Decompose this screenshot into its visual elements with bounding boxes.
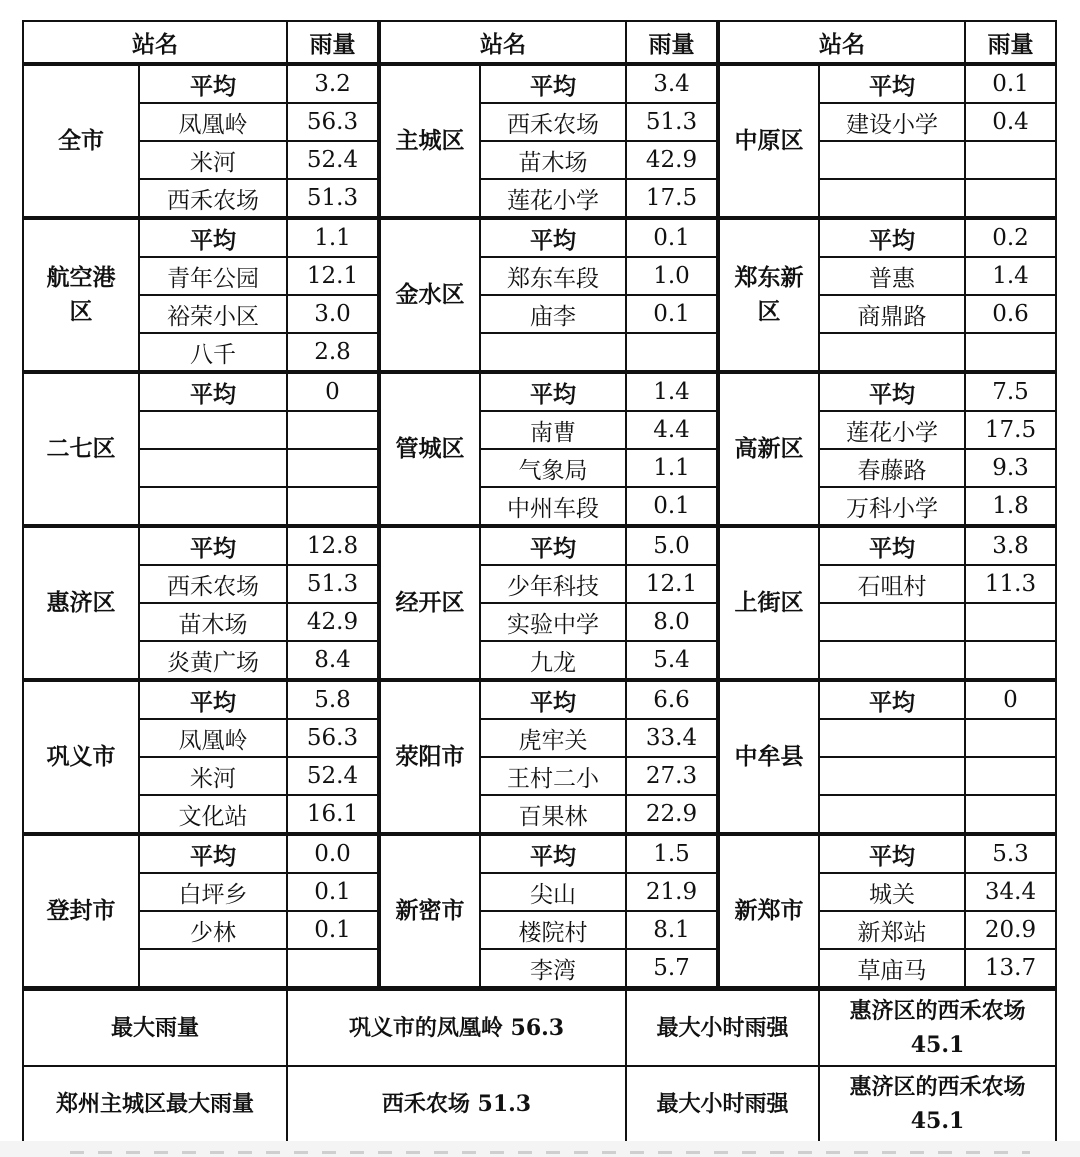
table-row — [23, 719, 1056, 757]
station-name: 苗木场 — [480, 141, 626, 179]
rainfall-value: 0.1 — [287, 911, 379, 949]
station-name: 春藤路 — [819, 449, 965, 487]
table-row — [23, 179, 1056, 218]
station-name: 楼院村 — [480, 911, 626, 949]
rainfall-value: 0.1 — [965, 64, 1056, 103]
summary-value: 西禾农场 51.3 — [287, 1066, 626, 1142]
rainfall-value — [287, 411, 379, 449]
summary-row — [23, 1066, 1056, 1142]
station-name: 庙李 — [480, 295, 626, 333]
table-row — [23, 295, 1056, 333]
rainfall-value: 0.1 — [287, 873, 379, 911]
district-name: 惠济区 — [23, 526, 139, 680]
rainfall-value: 5.7 — [626, 949, 718, 989]
table-row — [23, 641, 1056, 680]
rainfall-value: 3.0 — [287, 295, 379, 333]
rainfall-value: 0.1 — [626, 218, 718, 257]
average-label: 平均 — [139, 680, 287, 719]
station-name: 建设小学 — [819, 103, 965, 141]
station-name: 凤凰岭 — [139, 103, 287, 141]
rainfall-value: 11.3 — [965, 565, 1056, 603]
rainfall-value: 1.0 — [626, 257, 718, 295]
rainfall-value: 56.3 — [287, 719, 379, 757]
table-row — [23, 449, 1056, 487]
station-name: 炎黄广场 — [139, 641, 287, 680]
district-name: 金水区 — [379, 218, 480, 372]
table-row — [23, 218, 1056, 257]
rainfall-value: 0.1 — [626, 295, 718, 333]
station-name — [819, 179, 965, 218]
average-label: 平均 — [819, 526, 965, 565]
district-name: 经开区 — [379, 526, 480, 680]
average-label: 平均 — [480, 680, 626, 719]
table-row — [23, 565, 1056, 603]
summary-value: 惠济区的西禾农场 45.1 — [819, 989, 1056, 1067]
station-name: 新郑站 — [819, 911, 965, 949]
station-name: 实验中学 — [480, 603, 626, 641]
table-row — [23, 64, 1056, 103]
station-name: 中州车段 — [480, 487, 626, 526]
rainfall-value: 51.3 — [626, 103, 718, 141]
table-row — [23, 873, 1056, 911]
district-name: 巩义市 — [23, 680, 139, 834]
district-name: 中牟县 — [718, 680, 819, 834]
rainfall-value: 12.1 — [287, 257, 379, 295]
station-name: 白坪乡 — [139, 873, 287, 911]
table-row — [23, 795, 1056, 834]
station-name: 苗木场 — [139, 603, 287, 641]
rainfall-value: 0.1 — [626, 487, 718, 526]
station-name: 米河 — [139, 757, 287, 795]
station-name — [819, 141, 965, 179]
average-label: 平均 — [819, 834, 965, 873]
station-name: 莲花小学 — [819, 411, 965, 449]
rainfall-value: 27.3 — [626, 757, 718, 795]
rainfall-value: 0.2 — [965, 218, 1056, 257]
rainfall-value: 34.4 — [965, 873, 1056, 911]
table-row — [23, 141, 1056, 179]
rainfall-value — [965, 641, 1056, 680]
district-name: 二七区 — [23, 372, 139, 526]
header-rain-1: 雨量 — [287, 21, 379, 64]
station-name: 少林 — [139, 911, 287, 949]
table-row — [23, 680, 1056, 719]
average-label: 平均 — [480, 218, 626, 257]
station-name: 八千 — [139, 333, 287, 372]
average-label: 平均 — [480, 372, 626, 411]
station-name: 虎牢关 — [480, 719, 626, 757]
station-name — [139, 449, 287, 487]
station-name: 文化站 — [139, 795, 287, 834]
rainfall-value: 5.8 — [287, 680, 379, 719]
header-rain-3: 雨量 — [965, 21, 1056, 64]
average-label: 平均 — [819, 64, 965, 103]
rainfall-value — [965, 603, 1056, 641]
station-name: 草庙马 — [819, 949, 965, 989]
rainfall-value: 51.3 — [287, 179, 379, 218]
district-name: 新密市 — [379, 834, 480, 989]
rainfall-value — [965, 179, 1056, 218]
station-name: 少年科技 — [480, 565, 626, 603]
station-name: 石咀村 — [819, 565, 965, 603]
rainfall-value: 5.3 — [965, 834, 1056, 873]
rainfall-value: 51.3 — [287, 565, 379, 603]
rainfall-value: 3.4 — [626, 64, 718, 103]
average-label: 平均 — [139, 372, 287, 411]
average-label: 平均 — [819, 218, 965, 257]
station-name — [819, 603, 965, 641]
rainfall-value — [965, 333, 1056, 372]
rainfall-value: 8.4 — [287, 641, 379, 680]
rainfall-value: 2.8 — [287, 333, 379, 372]
rainfall-value: 52.4 — [287, 141, 379, 179]
station-name — [139, 949, 287, 989]
station-name: 莲花小学 — [480, 179, 626, 218]
rainfall-value: 22.9 — [626, 795, 718, 834]
station-name — [819, 641, 965, 680]
station-name — [139, 411, 287, 449]
station-name — [819, 795, 965, 834]
rainfall-value: 12.1 — [626, 565, 718, 603]
rainfall-value: 42.9 — [287, 603, 379, 641]
average-label: 平均 — [139, 526, 287, 565]
rainfall-value: 21.9 — [626, 873, 718, 911]
rainfall-value: 0 — [287, 372, 379, 411]
rainfall-value: 20.9 — [965, 911, 1056, 949]
rainfall-value: 42.9 — [626, 141, 718, 179]
rainfall-value — [965, 141, 1056, 179]
rainfall-value: 4.4 — [626, 411, 718, 449]
table-row — [23, 257, 1056, 295]
average-label: 平均 — [480, 64, 626, 103]
rainfall-value: 13.7 — [965, 949, 1056, 989]
rainfall-value: 6.6 — [626, 680, 718, 719]
rainfall-value: 8.1 — [626, 911, 718, 949]
rainfall-value: 8.0 — [626, 603, 718, 641]
rainfall-value: 33.4 — [626, 719, 718, 757]
rainfall-value: 0.0 — [287, 834, 379, 873]
summary-label: 最大雨量 — [23, 989, 287, 1067]
station-name: 气象局 — [480, 449, 626, 487]
rainfall-value: 1.1 — [626, 449, 718, 487]
summary-value: 巩义市的凤凰岭 56.3 — [287, 989, 626, 1067]
summary-label: 最大小时雨强 — [626, 989, 819, 1067]
rainfall-value: 12.8 — [287, 526, 379, 565]
rainfall-value — [287, 449, 379, 487]
station-name: 普惠 — [819, 257, 965, 295]
rainfall-value: 7.5 — [965, 372, 1056, 411]
station-name: 李湾 — [480, 949, 626, 989]
summary-label: 最大小时雨强 — [626, 1066, 819, 1142]
station-name: 西禾农场 — [480, 103, 626, 141]
table-row — [23, 834, 1056, 873]
table-row — [23, 333, 1056, 372]
station-name: 郑东车段 — [480, 257, 626, 295]
station-name: 万科小学 — [819, 487, 965, 526]
district-name: 管城区 — [379, 372, 480, 526]
rainfall-value: 16.1 — [287, 795, 379, 834]
rainfall-value — [965, 757, 1056, 795]
rainfall-value — [287, 487, 379, 526]
average-label: 平均 — [819, 372, 965, 411]
station-name: 米河 — [139, 141, 287, 179]
station-name: 南曹 — [480, 411, 626, 449]
average-label: 平均 — [139, 218, 287, 257]
district-name: 荥阳市 — [379, 680, 480, 834]
table-row — [23, 372, 1056, 411]
rainfall-value — [287, 949, 379, 989]
rainfall-value: 52.4 — [287, 757, 379, 795]
station-name: 西禾农场 — [139, 179, 287, 218]
rainfall-value: 5.0 — [626, 526, 718, 565]
rainfall-value: 3.2 — [287, 64, 379, 103]
summary-label: 郑州主城区最大雨量 — [23, 1066, 287, 1142]
station-name — [139, 487, 287, 526]
header-station-3: 站名 — [718, 21, 965, 64]
average-label: 平均 — [480, 834, 626, 873]
station-name — [480, 333, 626, 372]
rainfall-value — [965, 795, 1056, 834]
rainfall-value: 1.1 — [287, 218, 379, 257]
rainfall-value: 1.4 — [626, 372, 718, 411]
table-row — [23, 487, 1056, 526]
district-name: 主城区 — [379, 64, 480, 218]
station-name — [819, 719, 965, 757]
station-name: 西禾农场 — [139, 565, 287, 603]
station-name: 城关 — [819, 873, 965, 911]
station-name — [819, 333, 965, 372]
station-name: 九龙 — [480, 641, 626, 680]
average-label: 平均 — [139, 64, 287, 103]
rainfall-value: 5.4 — [626, 641, 718, 680]
table-row — [23, 949, 1056, 989]
header-row — [23, 21, 1056, 64]
station-name: 凤凰岭 — [139, 719, 287, 757]
rainfall-table — [22, 20, 1057, 1143]
district-name: 上街区 — [718, 526, 819, 680]
table-row — [23, 411, 1056, 449]
district-name: 中原区 — [718, 64, 819, 218]
rainfall-value: 1.8 — [965, 487, 1056, 526]
table-row — [23, 526, 1056, 565]
rainfall-value: 0.4 — [965, 103, 1056, 141]
header-rain-2: 雨量 — [626, 21, 718, 64]
district-name: 航空港区 — [23, 218, 139, 372]
district-name: 高新区 — [718, 372, 819, 526]
station-name: 商鼎路 — [819, 295, 965, 333]
table-row — [23, 603, 1056, 641]
district-name: 全市 — [23, 64, 139, 218]
station-name — [819, 757, 965, 795]
rainfall-value: 56.3 — [287, 103, 379, 141]
rainfall-value: 1.4 — [965, 257, 1056, 295]
summary-value: 惠济区的西禾农场 45.1 — [819, 1066, 1056, 1142]
average-label: 平均 — [139, 834, 287, 873]
rainfall-table-container — [22, 20, 1057, 1143]
district-name: 郑东新区 — [718, 218, 819, 372]
rainfall-value: 17.5 — [965, 411, 1056, 449]
table-row — [23, 103, 1056, 141]
rainfall-value — [626, 333, 718, 372]
header-station-1: 站名 — [23, 21, 287, 64]
summary-row — [23, 989, 1056, 1067]
header-station-2: 站名 — [379, 21, 626, 64]
rainfall-value — [965, 719, 1056, 757]
station-name: 青年公园 — [139, 257, 287, 295]
rainfall-value: 1.5 — [626, 834, 718, 873]
next-page-text-fragment — [0, 1141, 1080, 1157]
table-row — [23, 911, 1056, 949]
table-row — [23, 757, 1056, 795]
rainfall-value: 0 — [965, 680, 1056, 719]
rainfall-value: 3.8 — [965, 526, 1056, 565]
station-name: 尖山 — [480, 873, 626, 911]
station-name: 王村二小 — [480, 757, 626, 795]
station-name: 百果林 — [480, 795, 626, 834]
district-name: 新郑市 — [718, 834, 819, 989]
station-name: 裕荣小区 — [139, 295, 287, 333]
rainfall-value: 9.3 — [965, 449, 1056, 487]
average-label: 平均 — [819, 680, 965, 719]
average-label: 平均 — [480, 526, 626, 565]
district-name: 登封市 — [23, 834, 139, 989]
rainfall-value: 17.5 — [626, 179, 718, 218]
rainfall-value: 0.6 — [965, 295, 1056, 333]
